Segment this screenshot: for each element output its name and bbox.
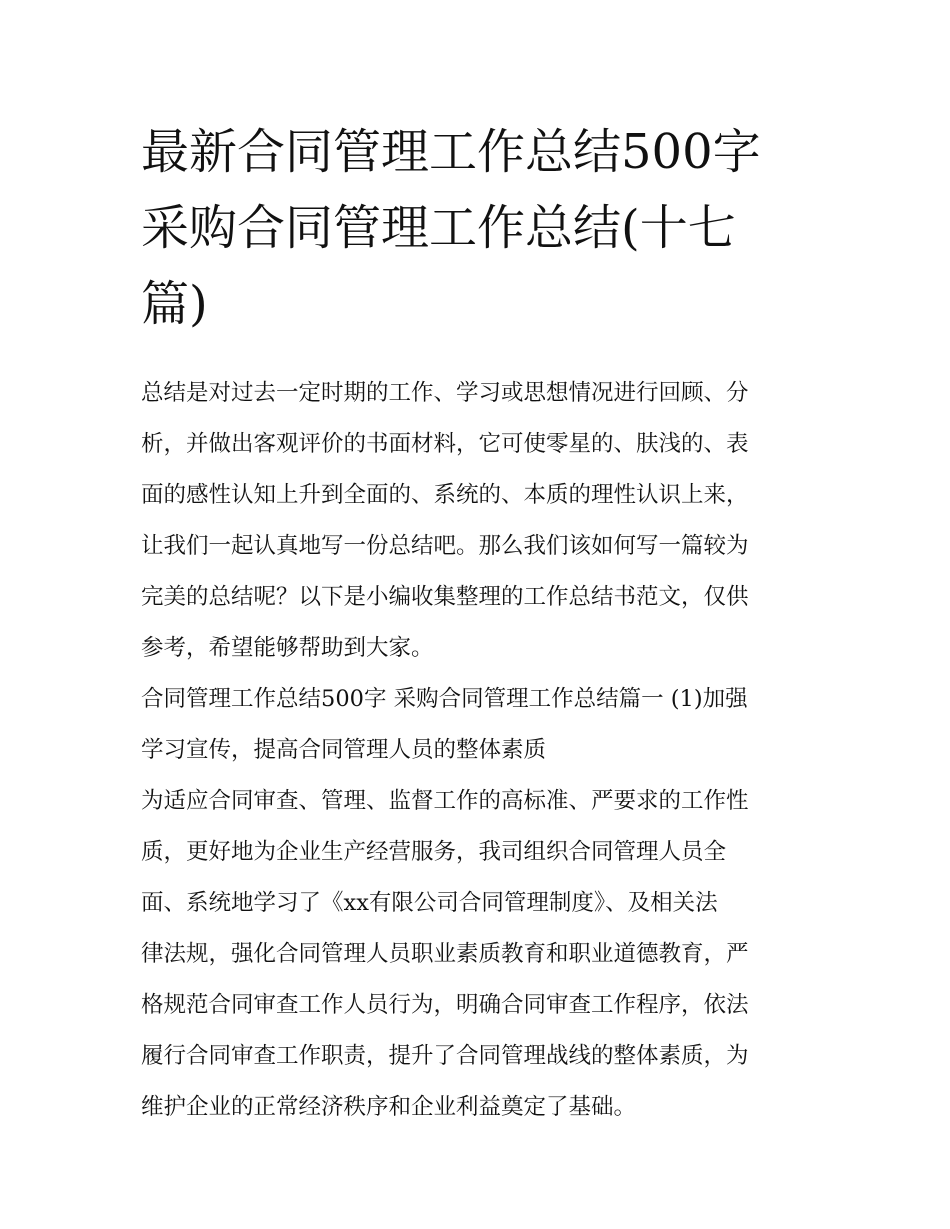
section-line-1: 合同管理工作总结500字 采购合同管理工作总结篇一 (1)加强	[141, 686, 748, 712]
body-line-7: 维护企业的正常经济秩序和企业利益奠定了基础。	[141, 1094, 637, 1120]
body-line-1: 为适应合同审查、管理、监督工作的高标准、严要求的工作性	[141, 788, 749, 814]
body-line-2: 质，更好地为企业生产经营服务，我司组织合同管理人员全	[141, 839, 727, 865]
body-paragraph	[141, 776, 816, 1133]
intro-line-1: 总结是对过去一定时期的工作、学习或思想情况进行回顾、分	[141, 380, 749, 406]
intro-line-2: 析，并做出客观评价的书面材料，它可使零星的、肤浅的、表	[141, 431, 749, 457]
document-page	[141, 114, 816, 1133]
intro-line-3: 面的感性认知上升到全面的、系统的、本质的理性认识上来，	[141, 482, 749, 508]
section-heading-paragraph	[141, 674, 816, 776]
intro-line-6: 参考，希望能够帮助到大家。	[141, 635, 434, 661]
document-title	[141, 114, 816, 342]
intro-line-5: 完美的总结呢？以下是小编收集整理的工作总结书范文，仅供	[141, 584, 749, 610]
title-line-3: 篇)	[141, 276, 208, 332]
intro-paragraph	[141, 368, 816, 674]
body-line-4: 律法规，强化合同管理人员职业素质教育和职业道德教育，严	[141, 941, 749, 967]
body-line-5: 格规范合同审查工作人员行为，明确合同审查工作程序，依法	[141, 992, 749, 1018]
intro-line-4: 让我们一起认真地写一份总结吧。那么我们该如何写一篇较为	[141, 533, 749, 559]
title-line-1: 最新合同管理工作总结500字	[141, 124, 761, 180]
body-line-6: 履行合同审查工作职责，提升了合同管理战线的整体素质，为	[141, 1043, 749, 1069]
title-line-2: 采购合同管理工作总结(十七	[141, 200, 736, 256]
body-line-3: 面、系统地学习了《xx有限公司合同管理制度》、及相关法	[141, 890, 718, 916]
section-line-2: 学习宣传，提高合同管理人员的整体素质	[141, 737, 547, 763]
